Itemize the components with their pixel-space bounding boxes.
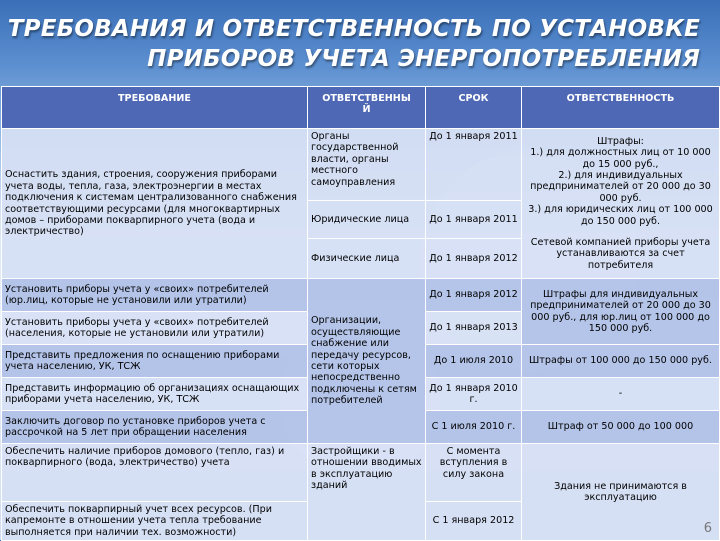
requirement-cell: Установить приборы учета у «своих» потребителей (юр.лиц, которые не установили или утратили) [2, 279, 308, 312]
liability-line: 2.) для индивидуальных предпринимателей от 20 000 до 30 000 руб. [530, 169, 711, 204]
responsible-cell: Юридические лица [308, 201, 426, 239]
deadline-cell: С 1 июля 2010 г. [426, 411, 522, 444]
liability-line: Штрафы: [597, 135, 644, 147]
table-row [2, 279, 720, 312]
requirement-cell: Обеспечить покварпирный учет всех ресурсов. (При капремонте в отношении учета тепла требование выполняется при наличии тех. возможности) [2, 502, 308, 541]
requirements-table [1, 86, 720, 541]
deadline-cell: До 1 января 2011 [426, 201, 522, 239]
page-number: 6 [703, 521, 712, 536]
title-line-1: ТРЕБОВАНИЯ И ОТВЕТСТВЕННОСТЬ ПО УСТАНОВКЕ [7, 16, 700, 42]
requirement-cell: Представить информацию об организациях оснащающих приборами учета населению, УК, ТСЖ [2, 378, 308, 411]
header-requirement: ТРЕБОВАНИЕ [2, 87, 308, 129]
deadline-cell: До 1 января 2012 [426, 239, 522, 279]
table-row [2, 129, 720, 201]
liability-cell: Штрафы от 100 000 до 150 000 руб. [522, 345, 720, 378]
liability-cell: Здания не принимаются в эксплуатацию [522, 444, 720, 541]
requirement-cell: Оснастить здания, строения, сооружения приборами учета воды, тепла, газа, электроэнергии в местах подключения к системам централизованного снабжения соответствующими ресурсами (для многоквартирных домов – приборами покварпирного учета (вода и электричество) [2, 129, 308, 279]
deadline-cell: До 1 января 2012 [426, 279, 522, 312]
header-responsible [308, 87, 426, 129]
table-row [2, 444, 720, 502]
liability-line: 1.) для должностных лиц от 10 000 до 15 000 руб., [530, 147, 711, 170]
deadline-cell: До 1 июля 2010 [426, 345, 522, 378]
liability-cell: Штрафы для индивидуальных предпринимателей от 20 000 до 30 000 руб., для юр.лиц от 100 000 до 150 000 руб. [522, 279, 720, 345]
requirement-cell: Обеспечить наличие приборов домового (тепло, газ) и покварпирного (вода, электричество) учета [2, 444, 308, 502]
title-line-2: ПРИБОРОВ УЧЕТА ЭНЕРГОПОТРЕБЛЕНИЯ [147, 46, 700, 72]
deadline-cell: С 1 января 2012 [426, 502, 522, 541]
requirement-cell: Представить предложения по оснащению приборами учета населению, УК, ТСЖ [2, 345, 308, 378]
requirement-cell: Установить приборы учета у «своих» потребителей (населения, которые не установили или утратили) [2, 312, 308, 345]
liability-line: 3.) для юридических лиц от 100 000 до 150 000 руб. [528, 204, 713, 227]
header-liability: ОТВЕТСТВЕННОСТЬ [522, 87, 720, 129]
requirement-cell: Заключить договор по установке приборов учета с рассрочкой на 5 лет при обращении населения [2, 411, 308, 444]
liability-cell [522, 129, 720, 279]
liability-cell: - [522, 378, 720, 411]
table-header-row [2, 87, 720, 129]
header-deadline: СРОК [426, 87, 522, 129]
liability-cell: Штраф от 50 000 до 100 000 [522, 411, 720, 444]
deadline-cell: До 1 января 2010 г. [426, 378, 522, 411]
deadline-cell: До 1 января 2011 [426, 129, 522, 201]
header-responsible-line-2: Й [362, 104, 371, 115]
deadline-cell: До 1 января 2013 [426, 312, 522, 345]
responsible-cell: Органы государственной власти, органы местного самоуправления [308, 129, 426, 201]
deadline-cell: С момента вступления в силу закона [426, 444, 522, 502]
liability-line: Сетевой компанией приборы учета устанавливаются за счет потребителя [530, 237, 711, 271]
responsible-cell: Застройщики - в отношении вводимых в эксплуатацию зданий [308, 444, 426, 541]
header-responsible-line-1: ОТВЕТСТВЕННЫ [322, 93, 411, 104]
responsible-cell: Организации, осуществляющие снабжение или передачу ресурсов, сети которых непосредственно подключены к сетям потребителей [308, 279, 426, 444]
responsible-cell: Физические лица [308, 239, 426, 279]
slide-title [0, 14, 700, 74]
